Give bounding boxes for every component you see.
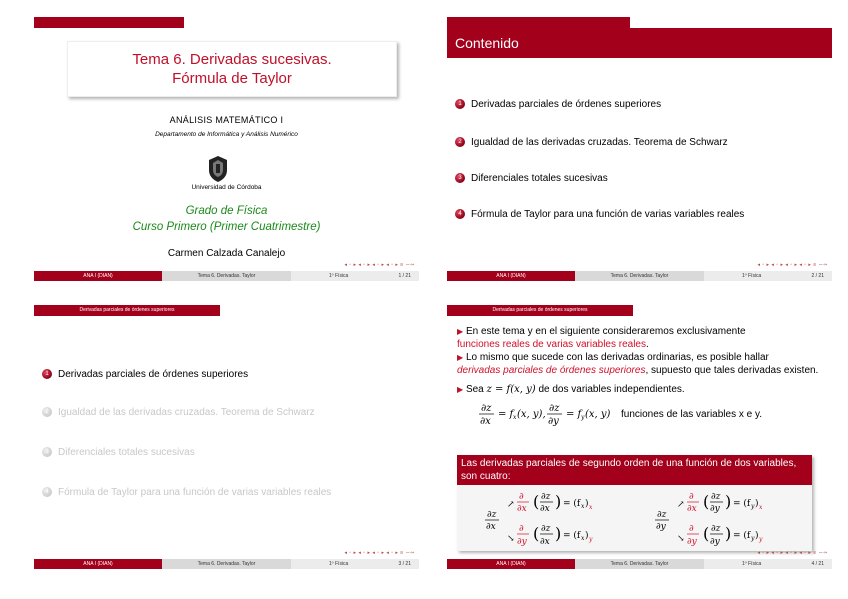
- toc-item-1[interactable]: [42, 369, 248, 380]
- svg-text:= (f: = (f: [733, 531, 751, 541]
- page-number: 1 / 21: [398, 273, 411, 279]
- equation: z = f(x, y): [486, 384, 536, 395]
- degree: Grado de Física: [185, 205, 268, 217]
- title-line-2: Fórmula de Taylor: [172, 70, 292, 87]
- svg-text:): ): [585, 531, 589, 541]
- toc-item-4[interactable]: [42, 487, 331, 498]
- svg-text:): ): [725, 524, 732, 543]
- svg-text:∂z: ∂z: [711, 492, 721, 502]
- bullet-ball-icon: 2: [455, 137, 465, 147]
- footer: [447, 559, 832, 569]
- text: Sea: [465, 384, 484, 395]
- footer-course: 1º Física: [329, 273, 349, 279]
- svg-text:): ): [585, 499, 589, 509]
- toc-item-2[interactable]: [455, 137, 728, 148]
- page-number: 2 / 21: [811, 273, 824, 279]
- course: Curso Primero (Primer Cuatrimestre): [132, 221, 321, 233]
- paragraph-4: [457, 400, 827, 428]
- svg-text:∂x: ∂x: [540, 504, 550, 514]
- svg-text:): ): [755, 531, 759, 541]
- footer-author: ANA I (DIAN): [34, 271, 162, 281]
- slide-section: [34, 305, 419, 569]
- svg-text:∂z: ∂z: [541, 492, 551, 502]
- svg-text:y: y: [589, 536, 593, 543]
- section-name: Derivadas parciales de órdenes superiores: [79, 307, 175, 313]
- author: Carmen Calzada Canalejo: [167, 248, 286, 259]
- partial-derivative-formulas: [479, 400, 629, 428]
- svg-text:∂y: ∂y: [710, 504, 720, 514]
- footer: [34, 559, 419, 569]
- svg-text:y: y: [759, 536, 763, 543]
- triangle-bullet-icon: ▶: [457, 353, 464, 362]
- toc-item-3[interactable]: [42, 447, 195, 458]
- svg-text:y: y: [581, 414, 585, 421]
- svg-text:∂: ∂: [689, 492, 694, 502]
- svg-text:∂x: ∂x: [480, 416, 491, 427]
- highlight: derivadas parciales de órdenes superiores: [457, 365, 646, 376]
- toc-label: Diferenciales totales sucesivas: [471, 173, 608, 184]
- toc-label: Igualdad de las derivadas cruzadas. Teorema de Schwarz: [471, 137, 728, 148]
- svg-text:∂x: ∂x: [517, 504, 527, 514]
- bullet-ball-icon: 1: [42, 369, 52, 379]
- svg-text:y: y: [751, 535, 755, 542]
- footer-title: Tema 6. Derivadas. Taylor: [162, 271, 291, 281]
- header-bar: [447, 305, 832, 316]
- bullet-ball-icon: 2: [42, 407, 52, 417]
- footer-title: Tema 6. Derivadas. Taylor: [162, 559, 291, 569]
- svg-text:(x, y): (x, y): [585, 409, 611, 420]
- highlight: funciones reales de varias variables reales: [457, 339, 646, 350]
- beamer-nav-icons[interactable]: ◂ ▫ ▸ ◂ ▫ ▸ ◂ ▫ ▸ ◂ ▫ ▸ ≡ ∽∾: [757, 262, 828, 268]
- svg-text:∂x: ∂x: [687, 504, 697, 514]
- svg-text:∂y: ∂y: [710, 537, 720, 547]
- university-crest-icon: [207, 155, 229, 183]
- footer: [447, 271, 832, 281]
- svg-text:↘: ↘: [507, 534, 515, 544]
- footer-title: Tema 6. Derivadas. Taylor: [575, 271, 704, 281]
- svg-text:∂z: ∂z: [481, 403, 492, 414]
- beamer-nav-icons[interactable]: ◂ ▫ ▸ ◂ ▫ ▸ ◂ ▫ ▸ ◂ ▫ ▸ ≡ ∽∾: [344, 550, 415, 556]
- svg-text:x: x: [581, 503, 585, 510]
- svg-text:= (f: = (f: [563, 499, 581, 509]
- svg-text:= f: = f: [566, 409, 582, 420]
- frame-title: [447, 28, 832, 58]
- slide-title: [34, 17, 419, 281]
- svg-text:∂y: ∂y: [687, 537, 697, 547]
- svg-text:∂y: ∂y: [656, 522, 666, 532]
- text: En este tema y en el siguiente consideraremos exclusivamente: [465, 326, 746, 337]
- footer-course: 1º Física: [742, 561, 762, 567]
- svg-text:): ): [555, 492, 562, 511]
- toc-label: Diferenciales totales sucesivas: [58, 447, 195, 458]
- svg-text:x: x: [759, 504, 763, 511]
- svg-text:(x, y),: (x, y),: [517, 409, 546, 420]
- bullet-ball-icon: 4: [42, 487, 52, 497]
- svg-text:∂: ∂: [689, 524, 694, 534]
- toc-label: Fórmula de Taylor para una función de varias variables reales: [58, 487, 332, 498]
- svg-text:↗: ↗: [507, 500, 515, 510]
- paragraph-1: ▶ En este tema y en el siguiente consideraremos exclusivamente funciones reales de varias variables reales.: [457, 326, 746, 350]
- toc-item-4[interactable]: [455, 209, 744, 220]
- bullet-ball-icon: 4: [455, 209, 465, 219]
- svg-text:↘: ↘: [677, 534, 685, 544]
- second-order-derivatives-diagram: [457, 485, 812, 551]
- block-title: Las derivadas parciales de segundo orden de una función de dos variables, son cuatro:: [457, 455, 812, 485]
- paragraph-3: [457, 383, 827, 396]
- section-name: Derivadas parciales de órdenes superiores: [492, 307, 588, 313]
- footer-course: 1º Física: [329, 561, 349, 567]
- university: Universidad de Córdoba: [191, 184, 262, 191]
- svg-text:↗: ↗: [677, 500, 685, 510]
- svg-text:∂z: ∂z: [549, 403, 560, 414]
- header-bar: [34, 17, 419, 28]
- footer-title: Tema 6. Derivadas. Taylor: [575, 559, 704, 569]
- toc-item-1[interactable]: [455, 99, 661, 110]
- svg-text:x: x: [513, 414, 517, 421]
- footer-course: 1º Física: [742, 273, 762, 279]
- text: funciones de las variables x e y.: [621, 409, 763, 420]
- svg-text:(: (: [533, 492, 540, 511]
- page-number: 3 / 21: [398, 561, 411, 567]
- page-number: 4 / 21: [811, 561, 824, 567]
- toc-label: Derivadas parciales de órdenes superiores: [471, 99, 662, 110]
- header-bar: [34, 305, 419, 316]
- footer-author: ANA I (DIAN): [34, 559, 162, 569]
- text: , supuesto que tales derivadas existen.: [645, 365, 819, 376]
- bullet-ball-icon: 3: [455, 173, 465, 183]
- svg-text:= f: = f: [498, 409, 514, 420]
- svg-text:= (f: = (f: [563, 531, 581, 541]
- svg-text:∂y: ∂y: [548, 416, 559, 427]
- block-body: [457, 485, 812, 551]
- text: Lo mismo que sucede con las derivadas ordinarias, es posible hallar: [465, 352, 769, 363]
- triangle-bullet-icon: ▶: [457, 327, 464, 336]
- bullet-ball-icon: 3: [42, 447, 52, 457]
- svg-text:): ): [725, 492, 732, 511]
- svg-text:∂z: ∂z: [711, 524, 721, 534]
- svg-text:y: y: [751, 503, 755, 510]
- beamer-nav-icons[interactable]: ◂ ▫ ▸ ◂ ▫ ▸ ◂ ▫ ▸ ◂ ▫ ▸ ≡ ∽∾: [344, 262, 415, 268]
- toc-label: Derivadas parciales de órdenes superiores: [58, 369, 249, 380]
- paragraph-2: [457, 351, 827, 377]
- footer-author: ANA I (DIAN): [447, 559, 575, 569]
- svg-text:(: (: [703, 492, 710, 511]
- slide-definitions: [447, 305, 832, 569]
- subject: ANÁLISIS MATEMÁTICO I: [169, 115, 284, 125]
- triangle-bullet-icon: ▶: [457, 385, 464, 394]
- slide-body: [457, 325, 827, 428]
- svg-text:x: x: [581, 535, 585, 542]
- svg-text:): ): [755, 499, 759, 509]
- title-box: [67, 41, 397, 97]
- toc-item-2[interactable]: [42, 407, 315, 418]
- svg-text:∂z: ∂z: [657, 510, 667, 520]
- toc-item-3[interactable]: [455, 173, 608, 184]
- svg-text:∂: ∂: [519, 492, 524, 502]
- svg-text:= (f: = (f: [733, 499, 751, 509]
- svg-text:∂z: ∂z: [541, 524, 551, 534]
- title-line-1: Tema 6. Derivadas sucesivas.: [132, 51, 332, 68]
- svg-text:): ): [555, 524, 562, 543]
- toc-label: Fórmula de Taylor para una función de varias variables reales: [471, 209, 745, 220]
- department: Departamento de Informática y Análisis Numérico: [155, 131, 298, 138]
- header-bar: [447, 17, 832, 28]
- definition-block: [457, 455, 812, 551]
- frame-title-text: Contenido: [455, 35, 519, 51]
- footer-author: ANA I (DIAN): [447, 271, 575, 281]
- bullet-ball-icon: 1: [455, 99, 465, 109]
- svg-text:∂y: ∂y: [517, 537, 527, 547]
- svg-text:(: (: [703, 524, 710, 543]
- svg-text:(: (: [533, 524, 540, 543]
- svg-text:∂z: ∂z: [487, 510, 497, 520]
- toc-label: Igualdad de las derivadas cruzadas. Teorema de Schwarz: [58, 407, 315, 418]
- slide-contents: [447, 17, 832, 281]
- svg-text:x: x: [589, 504, 593, 511]
- text: de dos variables independientes.: [538, 384, 685, 395]
- svg-text:∂x: ∂x: [486, 522, 496, 532]
- svg-text:∂: ∂: [519, 524, 524, 534]
- svg-text:∂x: ∂x: [540, 537, 550, 547]
- footer: [34, 271, 419, 281]
- beamer-nav-icons[interactable]: ◂ ▫ ▸ ◂ ▫ ▸ ◂ ▫ ▸ ◂ ▫ ▸ ≡ ∽∾: [757, 550, 828, 556]
